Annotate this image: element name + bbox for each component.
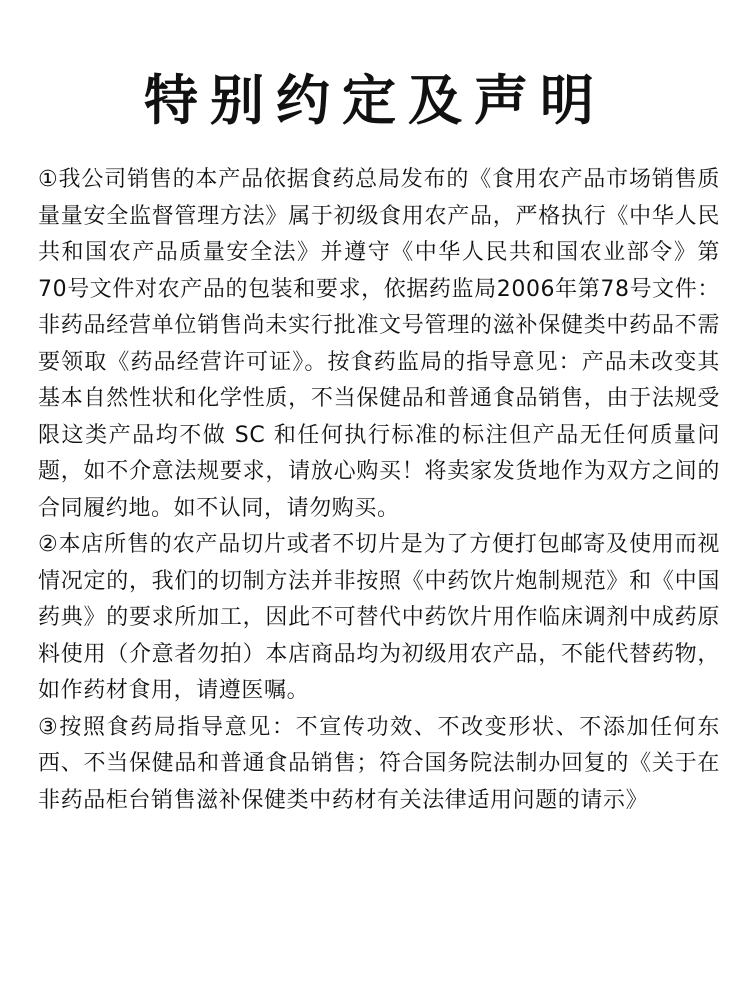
- statement-paragraph-1: ①我公司销售的本产品依据食药总局发布的《食用农产品市场销售质量量安全监督管理方法》属于初级食用农产品，严格执行《中华人民共和国农产品质量安全法》并遵守《中华人民共和国农业部令》第70号文件对农产品的包装和要求，依据药监局2006年第78号文件：非药品经营单位销售尚未实行批准文号管理的滋补保健类中药品不需要领取《药品经营许可证》。按食药监局的指导意见：产品未改变其基本自然性状和化学性质，不当保健品和普通食品销售，由于法规受限这类产品均不做 SC 和任何执行标准的标注但产品无任何质量问题，如不介意法规要求，请放心购买！将卖家发货地作为双方之间的合同履约地。如不认同，请勿购买。: [38, 167, 720, 521]
- statement-paragraph-2: ②本店所售的农产品切片或者不切片是为了方便打包邮寄及使用而视情况定的，我们的切制方法并非按照《中药饮片炮制规范》和《中国药典》的要求所加工，因此不可替代中药饮片用作临床调剂中成药原料使用（介意者勿拍）本店商品均为初级用农产品，不能代替药物，如作药材食用，请遵医嘱。: [38, 532, 720, 703]
- statement-paragraph-3: ③按照食药局指导意见：不宣传功效、不改变形状、不添加任何东西、不当保健品和普通食品销售；符合国务院法制办回复的《关于在非药品柜台销售滋补保健类中药材有关法律适用问题的请示》: [38, 714, 720, 813]
- page-title: 特别约定及声明: [144, 69, 606, 132]
- statement-body: [38, 162, 720, 819]
